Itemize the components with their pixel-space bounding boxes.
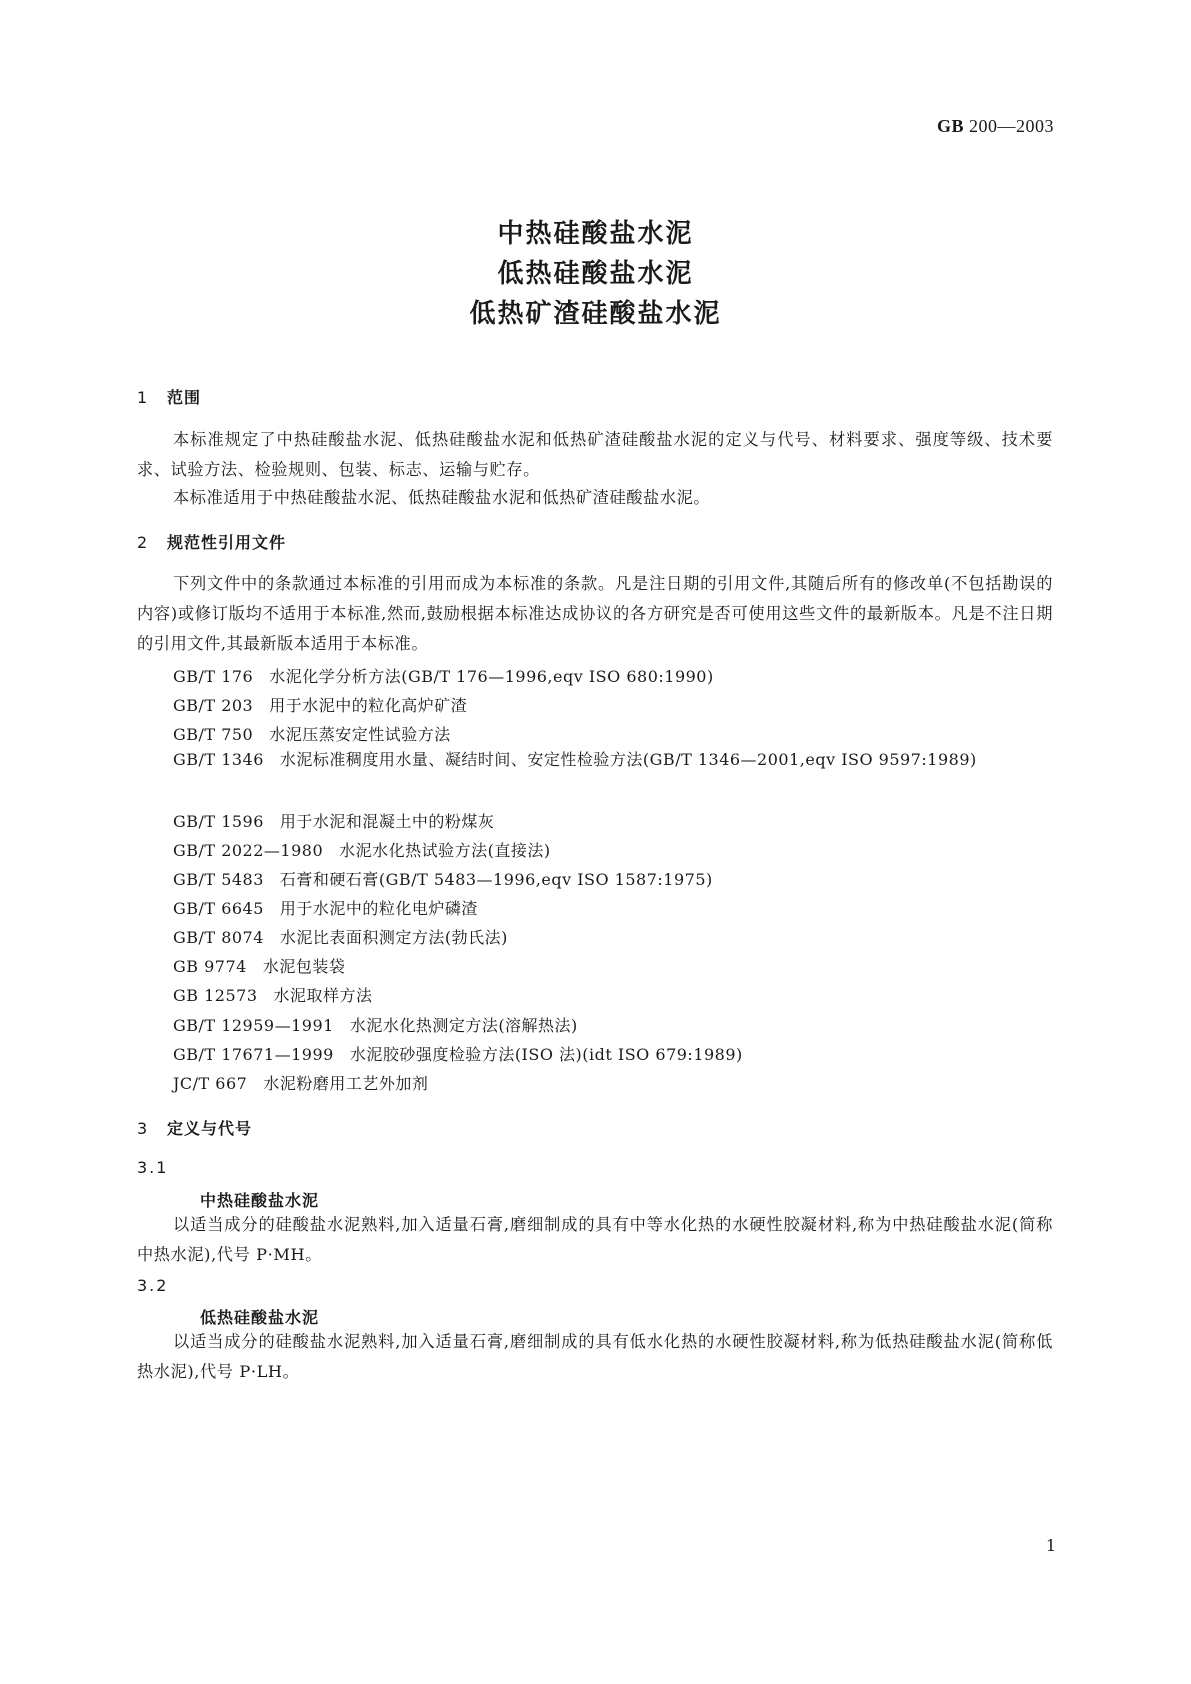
reference-code: GB/T 1346 xyxy=(173,750,264,769)
reference-code: GB/T 1596 xyxy=(173,812,264,831)
reference-title: 用于水泥中的粒化电炉磷渣 xyxy=(279,899,478,918)
paragraph: 本标准规定了中热硅酸盐水泥、低热硅酸盐水泥和低热矿渣硅酸盐水泥的定义与代号、材料要求、强度等级、技术要求、试验方法、检验规则、包装、标志、运输与贮存。 xyxy=(137,430,1053,479)
section-number: 2 xyxy=(137,533,149,552)
reference-item xyxy=(173,896,478,919)
section-title: 规范性引用文件 xyxy=(167,533,287,552)
section-number: 1 xyxy=(137,388,149,407)
reference-title: 水泥化学分析方法(GB/T 176—1996,eqv ISO 680:1990) xyxy=(269,667,714,686)
section-title: 范围 xyxy=(167,388,202,407)
reference-code: GB 9774 xyxy=(173,957,247,976)
definition-paragraph: 以适当成分的硅酸盐水泥熟料,加入适量石膏,磨细制成的具有低水化热的水硬性胶凝材料,称为低热硅酸盐水泥(简称低热水泥),代号 P·LH。 xyxy=(137,1332,1053,1381)
reference-code: GB/T 17671—1999 xyxy=(173,1045,334,1064)
reference-title: 水泥比表面积测定方法(勃氏法) xyxy=(279,928,508,947)
section-heading-normative-references xyxy=(137,530,286,553)
reference-item xyxy=(173,664,714,687)
reference-title: 水泥水化热测定方法(溶解热法) xyxy=(349,1016,578,1035)
reference-item xyxy=(173,983,373,1006)
clause-number: 3.1 xyxy=(137,1158,169,1177)
reference-item xyxy=(173,954,345,977)
standard-code xyxy=(937,116,1054,137)
reference-code: GB/T 5483 xyxy=(173,870,264,889)
reference-item xyxy=(137,745,1053,775)
reference-title: 水泥标准稠度用水量、凝结时间、安定性检验方法(GB/T 1346—2001,eqv ISO 9597:1989) xyxy=(279,750,977,769)
reference-title: 用于水泥中的粒化高炉矿渣 xyxy=(269,696,468,715)
reference-item xyxy=(173,925,508,948)
reference-code: GB 12573 xyxy=(173,986,258,1005)
section-title: 定义与代号 xyxy=(167,1119,253,1138)
reference-code: GB/T 2022—1980 xyxy=(173,841,324,860)
section-heading-scope xyxy=(137,385,201,408)
definition-paragraph: 以适当成分的硅酸盐水泥熟料,加入适量石膏,磨细制成的具有中等水化热的水硬性胶凝材料,称为中热硅酸盐水泥(简称中热水泥),代号 P·MH。 xyxy=(137,1215,1053,1264)
standard-code-number: 200—2003 xyxy=(969,116,1054,136)
reference-code: GB/T 203 xyxy=(173,696,254,715)
document-title-1: 中热硅酸盐水泥 xyxy=(497,219,694,249)
document-title-3: 低热矿渣硅酸盐水泥 xyxy=(469,299,722,329)
reference-item xyxy=(173,838,551,861)
page-number: 1 xyxy=(1045,1536,1056,1555)
clause-number: 3.2 xyxy=(137,1276,169,1295)
term-heading: 低热硅酸盐水泥 xyxy=(200,1308,320,1327)
reference-code: GB/T 750 xyxy=(173,725,254,744)
standard-code-prefix: GB xyxy=(936,116,964,136)
reference-item xyxy=(173,867,713,890)
reference-code: GB/T 12959—1991 xyxy=(173,1016,334,1035)
reference-item xyxy=(173,1013,578,1036)
section-heading-definitions xyxy=(137,1116,252,1139)
reference-title: 石膏和硬石膏(GB/T 5483—1996,eqv ISO 1587:1975) xyxy=(279,870,713,889)
term-heading: 中热硅酸盐水泥 xyxy=(200,1191,320,1210)
reference-title: 水泥包装袋 xyxy=(262,957,346,976)
paragraph: 下列文件中的条款通过本标准的引用而成为本标准的条款。凡是注日期的引用文件,其随后所有的修改单(不包括勘误的内容)或修订版均不适用于本标准,然而,鼓励根据本标准达成协议的各方研究是否可使用这些文件的最新版本。凡是不注日期的引用文件,其最新版本适用于本标准。 xyxy=(137,574,1053,653)
paragraph: 本标准适用于中热硅酸盐水泥、低热硅酸盐水泥和低热矿渣硅酸盐水泥。 xyxy=(173,488,711,507)
reference-code: GB/T 176 xyxy=(173,667,254,686)
reference-item xyxy=(173,693,467,716)
reference-title: 水泥水化热试验方法(直接法) xyxy=(339,841,551,860)
reference-item xyxy=(173,722,451,745)
reference-item xyxy=(173,1042,743,1065)
reference-item xyxy=(173,1071,428,1094)
reference-title: 用于水泥和混凝土中的粉煤灰 xyxy=(279,812,495,831)
document-title-2: 低热硅酸盐水泥 xyxy=(497,259,694,289)
reference-title: 水泥压蒸安定性试验方法 xyxy=(269,725,451,744)
section-number: 3 xyxy=(137,1119,149,1138)
reference-code: JC/T 667 xyxy=(173,1074,248,1093)
reference-item xyxy=(173,809,494,832)
reference-code: GB/T 8074 xyxy=(173,928,264,947)
reference-title: 水泥粉磨用工艺外加剂 xyxy=(263,1074,429,1093)
reference-title: 水泥胶砂强度检验方法(ISO 法)(idt ISO 679:1989) xyxy=(349,1045,743,1064)
reference-code: GB/T 6645 xyxy=(173,899,264,918)
reference-title: 水泥取样方法 xyxy=(273,986,373,1005)
